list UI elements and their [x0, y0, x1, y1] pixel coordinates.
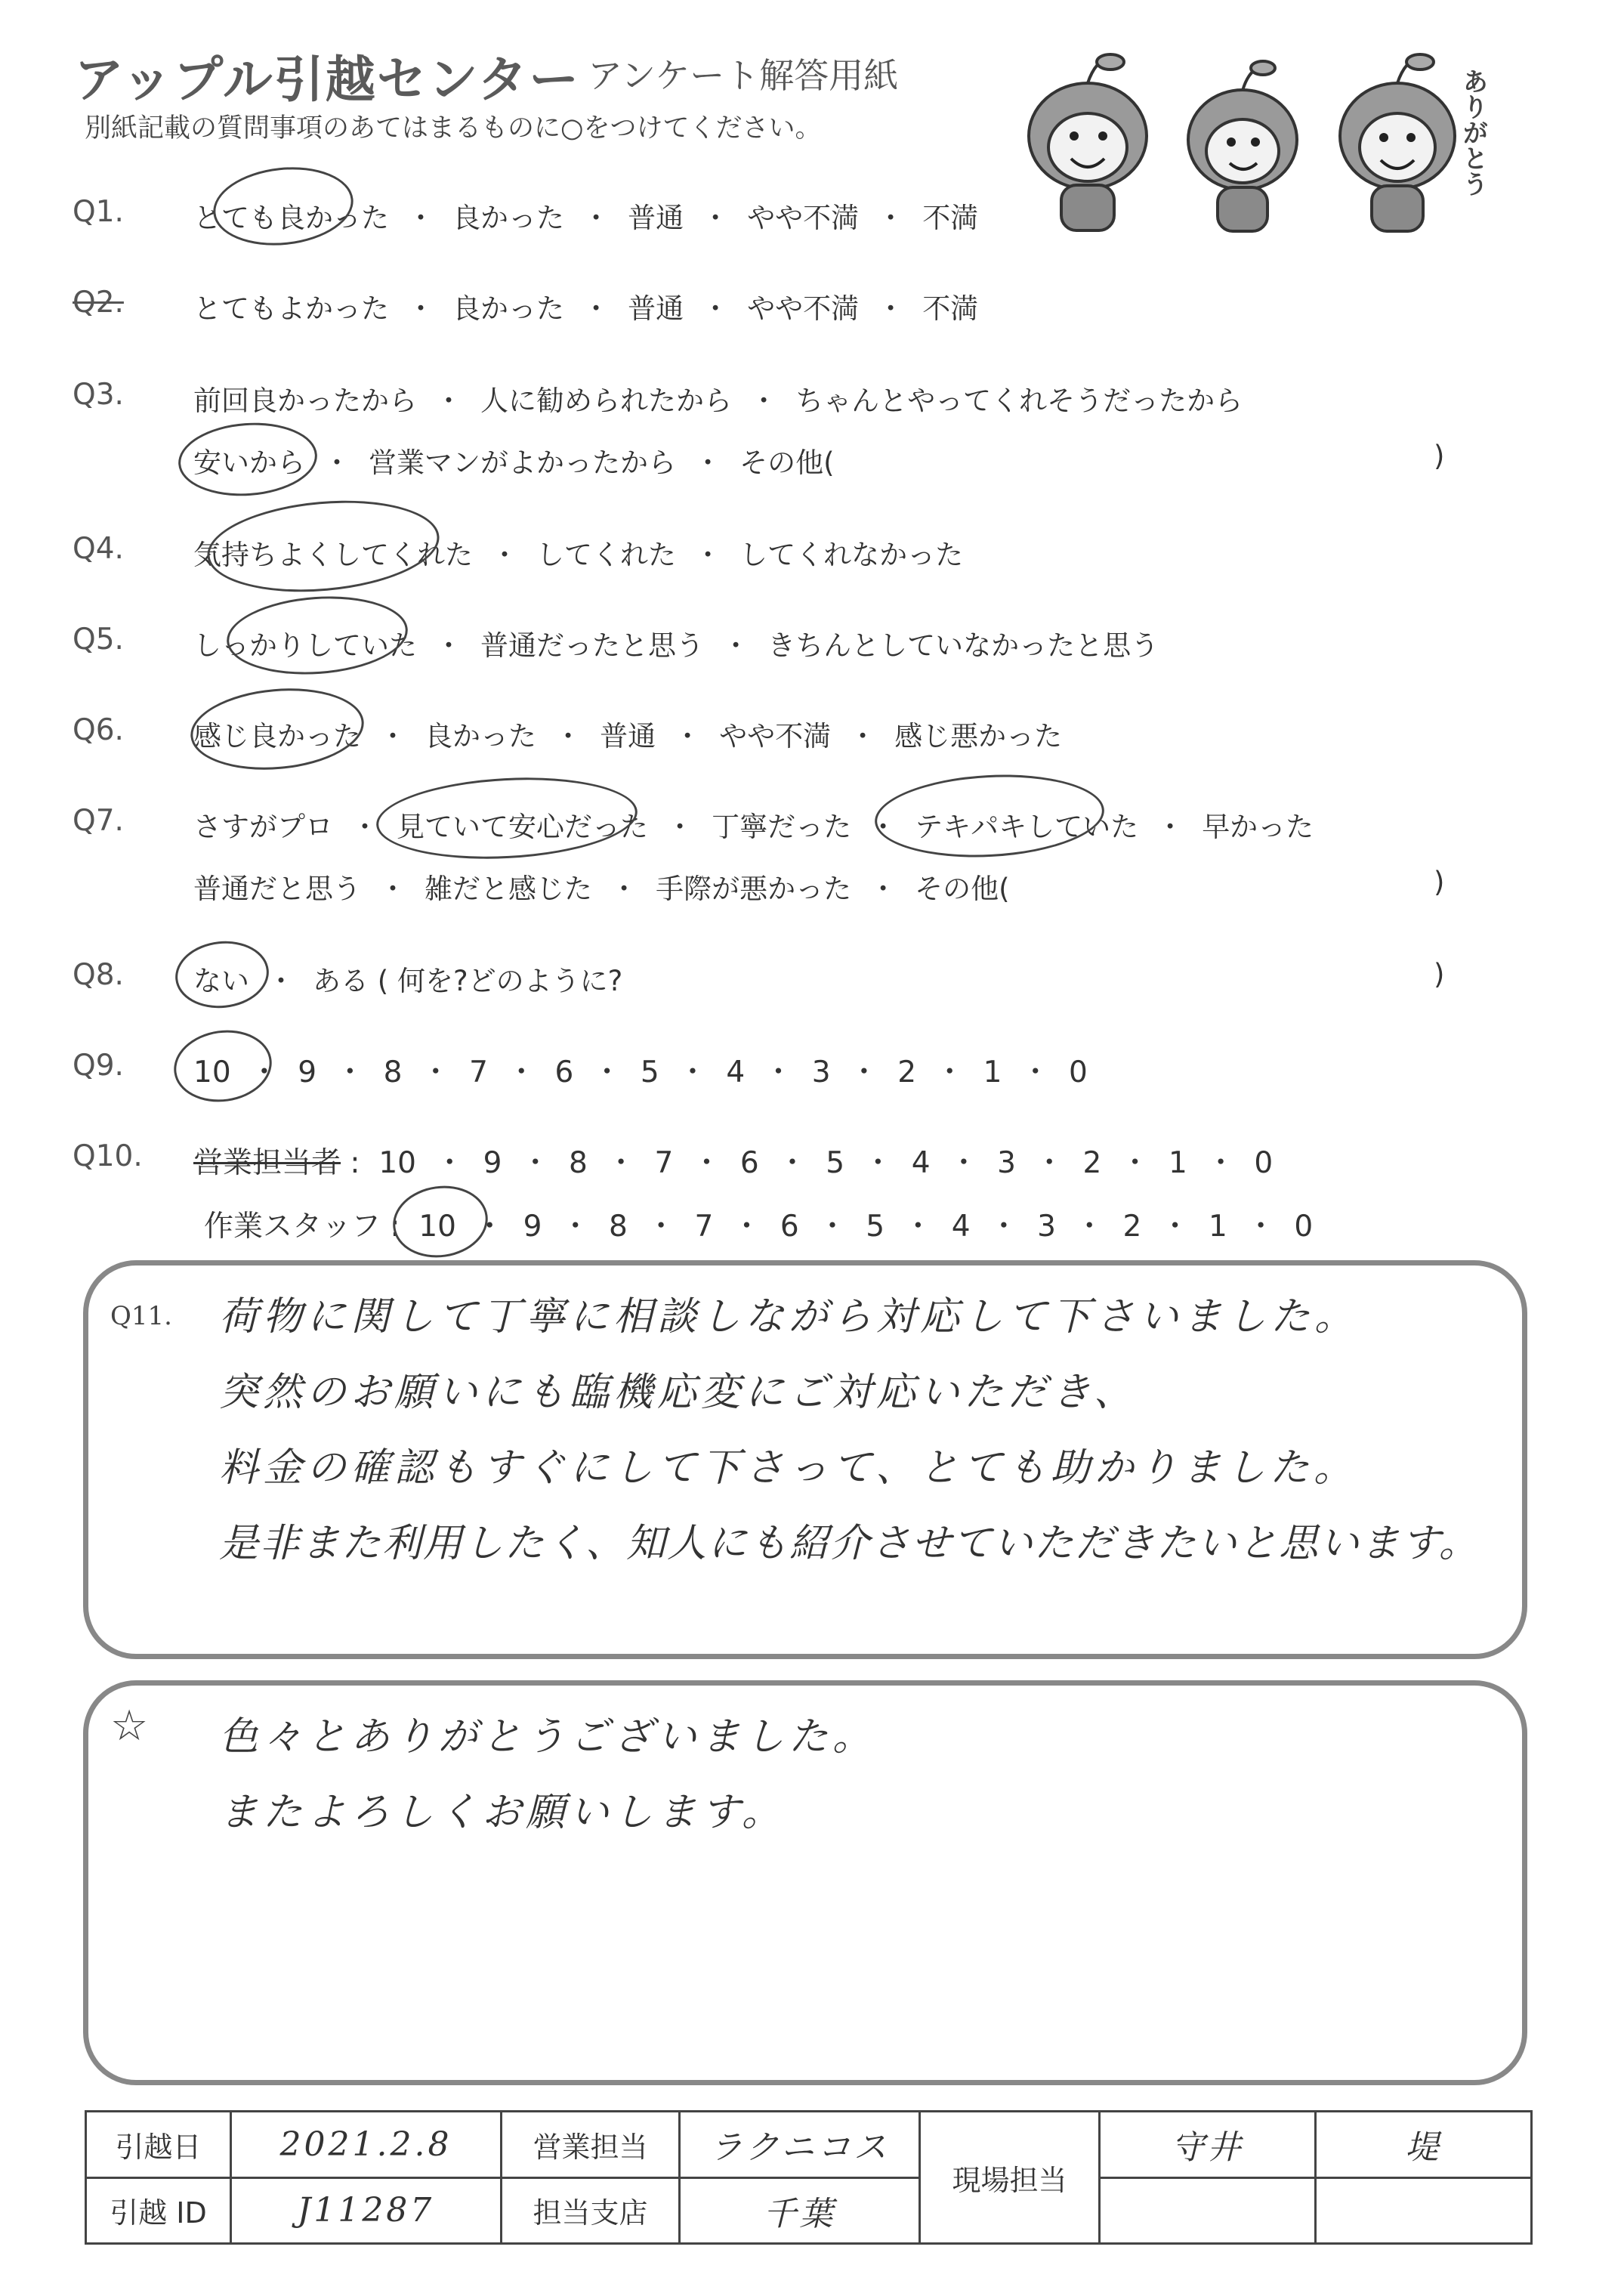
q7-selection-circle-2	[872, 769, 1106, 863]
q11-comment-line: 突然のお願いにも臨機応変にご対応いただき、	[219, 1370, 1138, 1415]
site-staff-label: 現場担当	[920, 2112, 1100, 2244]
q10-sales-score[interactable]: 10	[378, 1146, 416, 1180]
move-info-table	[85, 2110, 1533, 2245]
q8-close-paren: )	[1434, 958, 1445, 990]
q6-selection-circle	[187, 681, 367, 777]
q3-options-line1: 前回良かったから ・ 人に勧められたから ・ ちゃんとやってくれそうだったから	[193, 385, 1243, 417]
q10-sales-score[interactable]: 2	[1082, 1146, 1102, 1180]
q10-sales-score[interactable]: 0	[1254, 1146, 1274, 1180]
q10-sales-score[interactable]: 1	[1168, 1146, 1187, 1180]
q10-sales-score[interactable]: 4	[911, 1146, 931, 1180]
q10-staff-score[interactable]: 7	[694, 1210, 714, 1244]
q3-option[interactable]: 安いから	[193, 447, 305, 479]
q2-option[interactable]: 良かった	[452, 292, 565, 325]
q2-option[interactable]: 普通	[628, 292, 684, 325]
q1-label: Q1.	[73, 195, 124, 229]
site-staff-4[interactable]	[1316, 2177, 1532, 2244]
q8-options: ない ・ ある ( 何を?どのように?	[193, 965, 623, 997]
q7-option[interactable]: 見ていて安心だった	[397, 811, 649, 843]
q3-option[interactable]: 営業マンがよかったから	[369, 447, 677, 479]
q7-label: Q7.	[73, 804, 124, 838]
q7-option[interactable]: さすがプロ	[193, 811, 333, 843]
q6-option[interactable]: 感じ悪かった	[894, 720, 1063, 752]
q7-option[interactable]: その他(	[915, 873, 1010, 905]
q7-options-line2: 普通だと思う ・ 雑だと感じた ・ 手際が悪かった ・ その他(	[193, 873, 1010, 905]
q2-label: Q2.	[73, 286, 124, 320]
q5-options: しっかりしていた ・ 普通だったと思う ・ きちんとしていなかったと思う	[193, 629, 1159, 662]
q3-option[interactable]: ちゃんとやってくれそうだったから	[795, 385, 1243, 417]
q3-close-paren: )	[1434, 440, 1445, 472]
q10-sales-score[interactable]: 7	[654, 1146, 674, 1180]
q7-option[interactable]: テキパキしていた	[915, 811, 1139, 843]
q10-staff-score[interactable]: 8	[609, 1210, 628, 1244]
q4-option[interactable]: してくれなかった	[739, 539, 964, 571]
company-name: アップル引越センター	[74, 51, 581, 109]
q9-score[interactable]: 4	[726, 1055, 746, 1089]
q3-option[interactable]: 前回良かったから	[193, 385, 417, 417]
branch-value[interactable]: 千葉	[680, 2177, 920, 2244]
q9-score[interactable]: 5	[640, 1055, 659, 1089]
q1-option[interactable]: 良かった	[452, 202, 565, 234]
q6-option[interactable]: やや不満	[719, 720, 832, 752]
q8-option[interactable]: ある ( 何を?どのように?	[313, 965, 623, 997]
q2-option[interactable]: やや不満	[747, 292, 860, 325]
q9-score[interactable]: 3	[811, 1055, 831, 1089]
q10-sales-row: 営業担当者 : 10 ・ 9 ・ 8 ・ 7 ・ 6 ・ 5 ・ 4 ・ 3 ・ 2 ・ 1 ・ 0	[193, 1146, 1274, 1180]
q10-sales-score[interactable]: 9	[483, 1146, 502, 1180]
q10-label: Q10.	[73, 1139, 143, 1173]
q10-sales-score[interactable]: 3	[997, 1146, 1016, 1180]
q10-staff-selection-circle	[388, 1180, 492, 1264]
q11-comment-line: 荷物に関して丁寧に相談しながら対応して下さいました。	[219, 1294, 1359, 1340]
q9-score[interactable]: 9	[298, 1055, 317, 1089]
branch-label: 担当支店	[502, 2177, 680, 2244]
q9-score[interactable]: 7	[469, 1055, 488, 1089]
q1-option[interactable]: やや不満	[747, 202, 860, 234]
q1-option[interactable]: とても良かった	[193, 202, 389, 234]
q6-options: 感じ良かった ・ 良かった ・ 普通 ・ やや不満 ・ 感じ悪かった	[193, 720, 1063, 752]
q10-staff-label: 作業スタッフ	[204, 1210, 381, 1244]
star-comment-line: 色々とありがとうございました。	[219, 1714, 877, 1760]
form-title: アンケート解答用紙	[588, 55, 899, 96]
q7-options-line1: さすがプロ ・ 見ていて安心だった ・ 丁寧だった ・ テキパキしていた ・ 早かった	[193, 811, 1314, 843]
q9-score[interactable]: 0	[1069, 1055, 1088, 1089]
q9-score[interactable]: 6	[554, 1055, 574, 1089]
q7-option[interactable]: 早かった	[1202, 811, 1314, 843]
q3-option[interactable]: その他(	[739, 447, 835, 479]
move-date-value[interactable]: 2021.2.8	[231, 2112, 502, 2178]
q10-staff-score[interactable]: 5	[866, 1210, 885, 1244]
q4-selection-circle	[203, 492, 443, 601]
thank-you-caption: ありがとう	[1458, 68, 1488, 196]
q4-option[interactable]: 気持ちよくしてくれた	[193, 539, 473, 571]
q6-option[interactable]: 良かった	[425, 720, 537, 752]
q10-staff-score[interactable]: 9	[523, 1210, 542, 1244]
q7-option[interactable]: 雑だと感じた	[425, 873, 593, 905]
q6-label: Q6.	[73, 713, 124, 747]
q10-sales-score[interactable]: 6	[739, 1146, 759, 1180]
q9-scale: 10 ・ 9 ・ 8 ・ 7 ・ 6 ・ 5 ・ 4 ・ 3 ・ 2 ・ 1 ・ 0	[193, 1055, 1088, 1089]
q10-staff-score[interactable]: 4	[951, 1210, 971, 1244]
q3-option[interactable]: 人に勧められたから	[480, 385, 733, 417]
q8-selection-circle	[172, 937, 273, 1012]
q9-label: Q9.	[73, 1049, 124, 1083]
star-comment-line: またよろしくお願いします。	[219, 1790, 786, 1835]
site-staff-1[interactable]: 守井	[1100, 2112, 1316, 2178]
q9-score[interactable]: 10	[193, 1055, 231, 1089]
q7-option[interactable]: 普通だと思う	[193, 873, 361, 905]
move-id-label: 引越 ID	[86, 2177, 231, 2244]
q5-option[interactable]: 普通だったと思う	[480, 629, 705, 662]
monkey-mascot-illustration	[990, 45, 1518, 242]
q9-score[interactable]: 2	[897, 1055, 917, 1089]
q7-selection-circle-1	[374, 771, 639, 865]
q10-staff-score[interactable]: 0	[1294, 1210, 1314, 1244]
q5-option[interactable]: きちんとしていなかったと思う	[767, 629, 1159, 662]
q7-option[interactable]: 手際が悪かった	[656, 873, 852, 905]
q10-sales-score[interactable]: 5	[826, 1146, 845, 1180]
q6-option[interactable]: 普通	[600, 720, 656, 752]
q9-score[interactable]: 1	[983, 1055, 1002, 1089]
q10-sales-score[interactable]: 8	[569, 1146, 588, 1180]
q5-label: Q5.	[73, 623, 124, 657]
sales-rep-label: 営業担当	[502, 2112, 680, 2178]
site-staff-3[interactable]	[1100, 2177, 1316, 2244]
q3-label: Q3.	[73, 378, 124, 412]
q4-options: 気持ちよくしてくれた ・ してくれた ・ してくれなかった	[193, 539, 964, 571]
q11-comment-line: 料金の確認もすぐにして下さって、とても助かりました。	[219, 1445, 1357, 1491]
q2-option[interactable]: とてもよかった	[193, 292, 389, 325]
q4-label: Q4.	[73, 532, 124, 566]
q1-option[interactable]: 普通	[628, 202, 684, 234]
q7-close-paren: )	[1434, 866, 1445, 898]
q8-label: Q8.	[73, 958, 124, 992]
q10-sales-label: 営業担当者	[193, 1146, 341, 1180]
q1-option[interactable]: 不満	[922, 202, 979, 234]
q2-option[interactable]: 不満	[922, 292, 979, 325]
q10-staff-score[interactable]: 3	[1037, 1210, 1056, 1244]
q5-selection-circle	[224, 591, 411, 680]
q10-staff-score[interactable]: 10	[418, 1210, 456, 1244]
q1-options: とても良かった ・ 良かった ・ 普通 ・ やや不満 ・ 不満	[193, 202, 979, 234]
q7-option[interactable]: 丁寧だった	[712, 811, 852, 843]
q1-selection-circle	[209, 161, 357, 252]
q11-label: Q11.	[110, 1301, 172, 1331]
q10-staff-score[interactable]: 2	[1122, 1210, 1142, 1244]
q9-score[interactable]: 8	[383, 1055, 403, 1089]
q10-staff-score[interactable]: 1	[1208, 1210, 1227, 1244]
move-date-label: 引越日	[86, 2112, 231, 2178]
q10-staff-row: 作業スタッフ : 10 ・ 9 ・ 8 ・ 7 ・ 6 ・ 5 ・ 4 ・ 3 ・ 2 ・ 1 ・ 0	[204, 1210, 1314, 1244]
q2-options: とてもよかった ・ 良かった ・ 普通 ・ やや不満 ・ 不満	[193, 292, 979, 325]
star-icon: ☆	[110, 1701, 149, 1751]
q6-option[interactable]: 感じ良かった	[193, 720, 361, 752]
move-id-value[interactable]: J11287	[231, 2177, 502, 2244]
q8-option[interactable]: ない	[193, 965, 249, 997]
instruction-text: 別紙記載の質問事項のあてはまるものに○をつけてください。	[85, 113, 822, 144]
q4-option[interactable]: してくれた	[536, 539, 677, 571]
site-staff-2[interactable]: 堤	[1316, 2112, 1532, 2178]
q3-selection-circle	[176, 419, 320, 501]
q9-selection-circle	[169, 1024, 276, 1108]
q11-comment-line: 是非また利用したく、知人にも紹介させていただきたいと思います。	[219, 1521, 1480, 1566]
sales-rep-value[interactable]: ラクニコス	[680, 2112, 920, 2178]
q5-option[interactable]: しっかりしていた	[193, 629, 417, 662]
q3-options-line2: 安いから ・ 営業マンがよかったから ・ その他(	[193, 447, 835, 479]
q10-staff-score[interactable]: 6	[780, 1210, 799, 1244]
